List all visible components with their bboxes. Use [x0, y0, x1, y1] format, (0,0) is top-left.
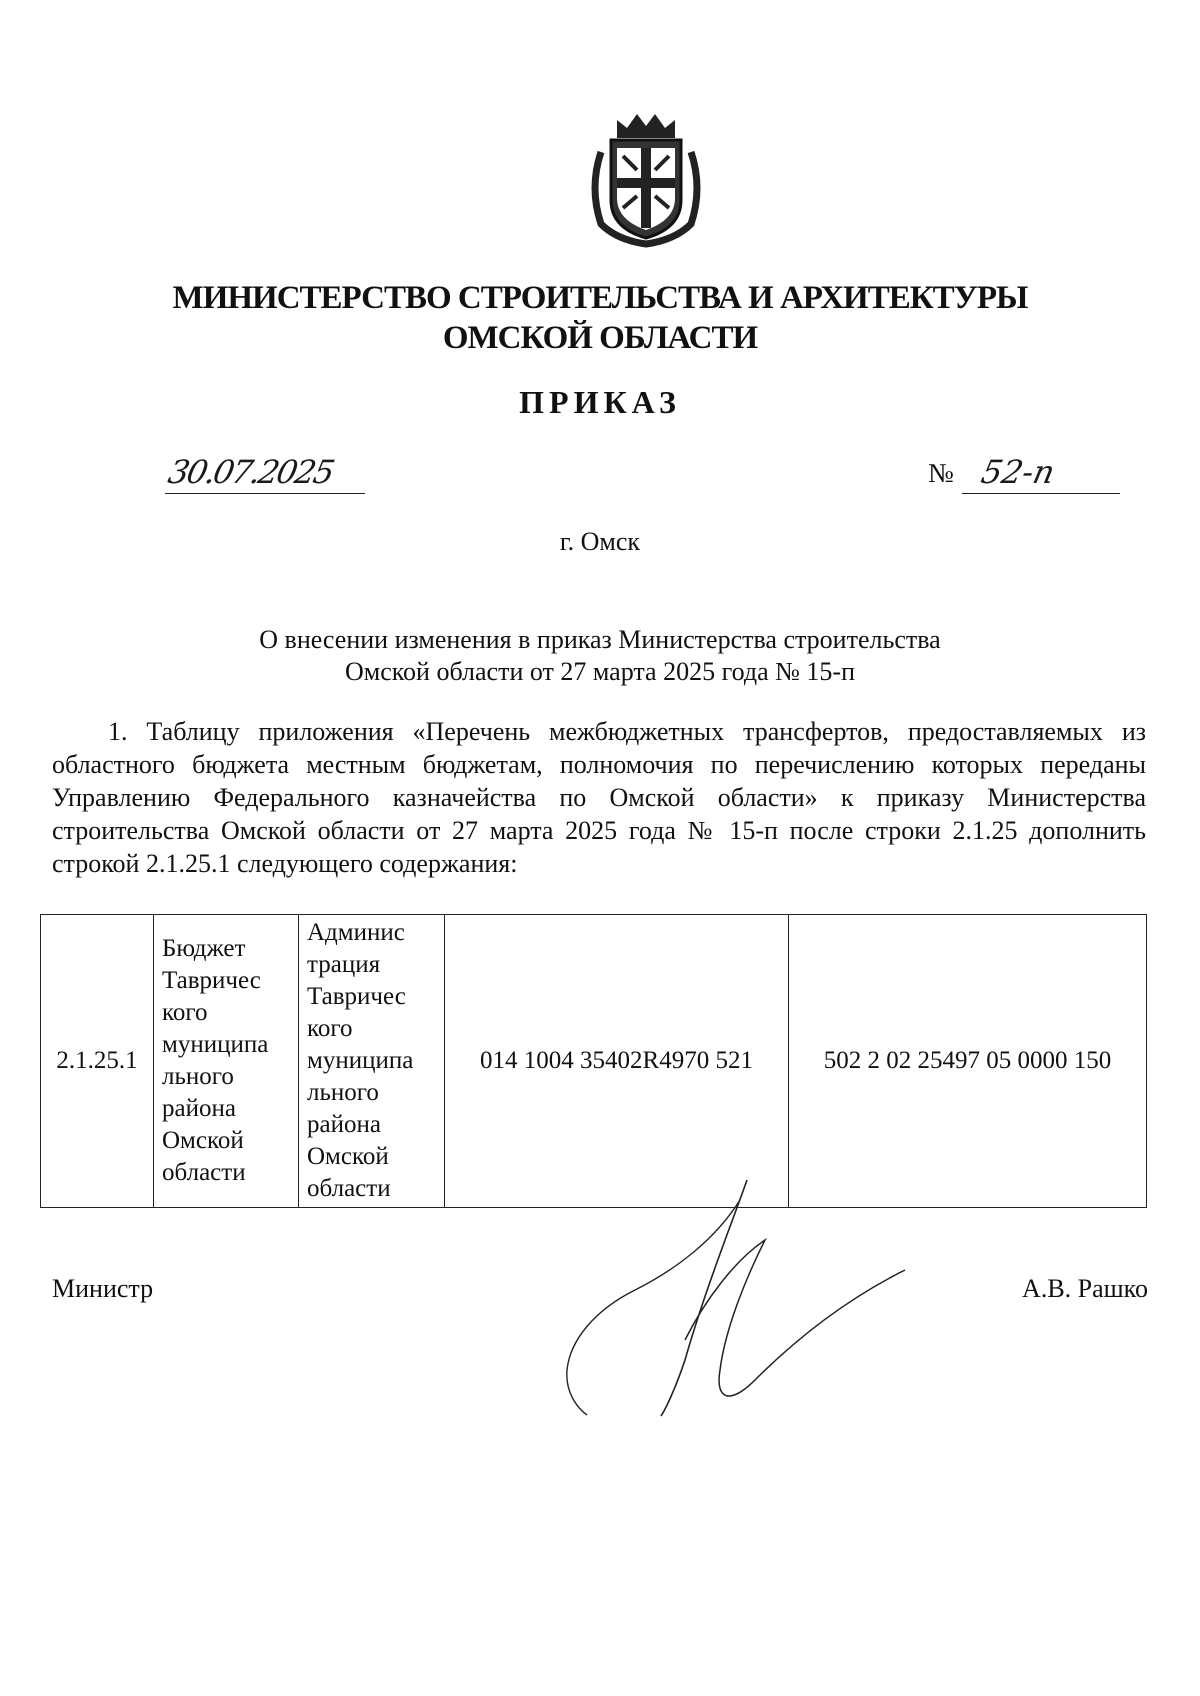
coat-of-arms-emblem — [587, 108, 705, 248]
order-date-field — [165, 455, 365, 494]
city: г. Омск — [559, 527, 641, 556]
expense-code-cell: 014 1004 35402R4970 521 — [445, 915, 789, 1208]
order-date: 30.07.2025 — [164, 453, 337, 491]
table-row — [41, 915, 1147, 1208]
order-number-field — [962, 455, 1120, 494]
signer-name: А.В. Рашко — [1022, 1274, 1148, 1303]
handwritten-signature — [565, 1180, 925, 1420]
ministry-name-line1: МИНИСТЕРСТВО СТРОИТЕЛЬСТВА И АРХИТЕКТУРЫ — [172, 280, 1028, 316]
administrator-cell: Админис трация Тавричес кого муниципа льного района Омской области — [299, 915, 445, 1208]
budget-cell: Бюджет Тавричес кого муниципа льного района Омской области — [154, 915, 299, 1208]
order-title-line1: О внесении изменения в приказ Министерства строительства — [259, 625, 941, 654]
ministry-name-line2: ОМСКОЙ ОБЛАСТИ — [442, 320, 758, 356]
order-number: 52-п — [977, 453, 1059, 491]
order-title-line2: Омской области от 27 марта 2025 года № 15-п — [344, 657, 856, 686]
row-number-cell: 2.1.25.1 — [41, 915, 154, 1208]
revenue-code-cell: 502 2 02 25497 05 0000 150 — [789, 915, 1147, 1208]
amendment-table — [40, 914, 1147, 1208]
signer-title: Министр — [52, 1274, 154, 1303]
document-type: ПРИКАЗ — [519, 384, 681, 420]
body-paragraph: 1. Таблицу приложения «Перечень межбюджетных трансфертов, предоставляемых из областного бюджета местным бюджетам, полномочия по перечислению которых переданы Управлению Федерального казначейства по Омской области» к приказу Министерства строительства Омской области от 27 марта 2025 года № 15-п после строки 2.1.25 дополнить строкой 2.1.25.1 следующего содержания: — [52, 717, 1146, 878]
number-sign: № — [928, 458, 954, 488]
